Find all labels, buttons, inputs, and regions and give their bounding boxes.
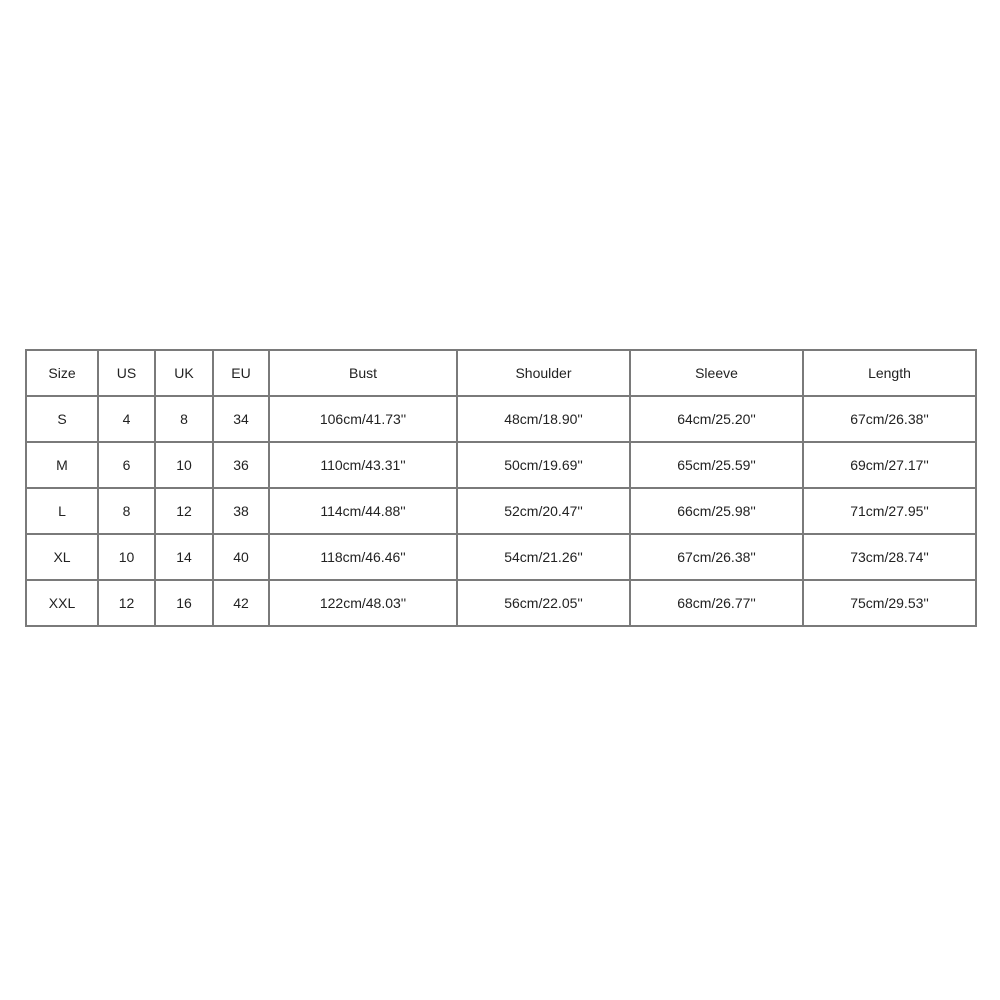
header-sleeve: Sleeve (630, 350, 803, 396)
cell-us: 6 (98, 442, 155, 488)
cell-us: 10 (98, 534, 155, 580)
cell-size: XXL (26, 580, 98, 626)
cell-bust: 110cm/43.31'' (269, 442, 457, 488)
cell-bust: 106cm/41.73'' (269, 396, 457, 442)
cell-eu: 34 (213, 396, 269, 442)
cell-shoulder: 50cm/19.69'' (457, 442, 630, 488)
cell-length: 71cm/27.95'' (803, 488, 976, 534)
cell-eu: 38 (213, 488, 269, 534)
header-eu: EU (213, 350, 269, 396)
cell-uk: 16 (155, 580, 213, 626)
cell-us: 8 (98, 488, 155, 534)
cell-length: 67cm/26.38'' (803, 396, 976, 442)
cell-size: M (26, 442, 98, 488)
header-uk: UK (155, 350, 213, 396)
header-us: US (98, 350, 155, 396)
cell-sleeve: 65cm/25.59'' (630, 442, 803, 488)
cell-bust: 122cm/48.03'' (269, 580, 457, 626)
cell-size: L (26, 488, 98, 534)
table-row (26, 442, 976, 488)
cell-uk: 12 (155, 488, 213, 534)
header-row (26, 350, 976, 396)
header-length: Length (803, 350, 976, 396)
cell-size: XL (26, 534, 98, 580)
cell-length: 73cm/28.74'' (803, 534, 976, 580)
cell-sleeve: 68cm/26.77'' (630, 580, 803, 626)
header-shoulder: Shoulder (457, 350, 630, 396)
cell-us: 4 (98, 396, 155, 442)
cell-bust: 114cm/44.88'' (269, 488, 457, 534)
cell-length: 75cm/29.53'' (803, 580, 976, 626)
cell-eu: 36 (213, 442, 269, 488)
cell-length: 69cm/27.17'' (803, 442, 976, 488)
header-size: Size (26, 350, 98, 396)
cell-eu: 40 (213, 534, 269, 580)
cell-shoulder: 56cm/22.05'' (457, 580, 630, 626)
cell-shoulder: 52cm/20.47'' (457, 488, 630, 534)
cell-uk: 14 (155, 534, 213, 580)
cell-shoulder: 48cm/18.90'' (457, 396, 630, 442)
table-row (26, 580, 976, 626)
header-bust: Bust (269, 350, 457, 396)
cell-uk: 10 (155, 442, 213, 488)
cell-sleeve: 64cm/25.20'' (630, 396, 803, 442)
cell-sleeve: 67cm/26.38'' (630, 534, 803, 580)
cell-shoulder: 54cm/21.26'' (457, 534, 630, 580)
cell-eu: 42 (213, 580, 269, 626)
cell-us: 12 (98, 580, 155, 626)
table-row (26, 488, 976, 534)
table-row (26, 396, 976, 442)
cell-bust: 118cm/46.46'' (269, 534, 457, 580)
cell-size: S (26, 396, 98, 442)
cell-uk: 8 (155, 396, 213, 442)
size-chart-table (25, 349, 977, 627)
cell-sleeve: 66cm/25.98'' (630, 488, 803, 534)
table-row (26, 534, 976, 580)
